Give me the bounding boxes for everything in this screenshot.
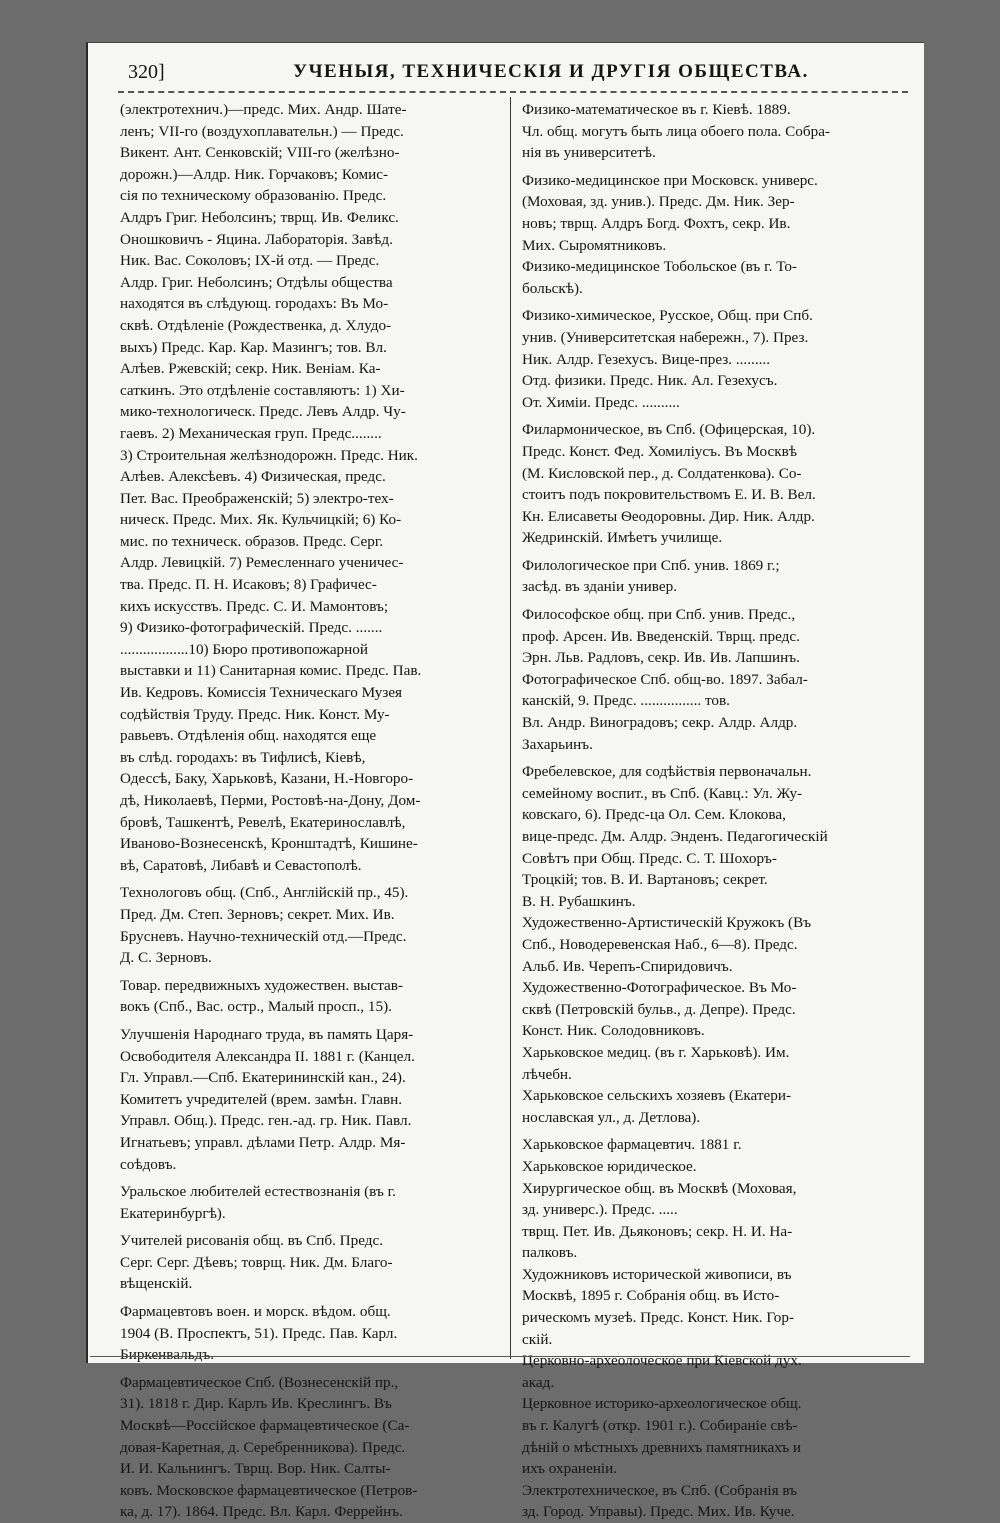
text-line: Алѣев. Ржевскій; секр. Ник. Веніам. Ка- [120,360,381,378]
text-line: бровѣ, Ташкентѣ, Ревелѣ, Екатеринославлѣ, [120,813,406,831]
page-header [128,61,908,91]
text-line: Конст. Ник. Солодовниковъ. [522,1022,705,1040]
text-line: Харьковское сельскихъ хозяевъ (Екатери- [522,1087,792,1105]
text-line: тва. Предс. П. Н. Исаковъ; 8) Графичес- [120,576,377,594]
text-line: Художественно-Фотографическое. Въ Мо- [522,979,797,997]
text-line: Улучшенія Народнаго труда, въ память Царя- [120,1025,414,1043]
text-line: 31). 1818 г. Дир. Карлъ Ив. Креслингъ. Въ [120,1395,392,1413]
text-line: Физико-математическое въ г. Кіевѣ. 1889. [522,101,791,118]
text-line: Филологическое при Спб. унив. 1869 г.; [522,556,780,574]
text-line: гаевъ. 2) Механическая груп. Предс........ [120,424,382,442]
text-line: акад. [522,1373,555,1391]
text-line: проф. Арсен. Ив. Введенскій. Тврщ. предс. [522,627,800,645]
text-line: Викент. Ант. Сенковскій; VIII-го (желѣзно- [120,144,400,162]
text-line: Вл. Андр. Виноградовъ; секр. Алдр. Алдр. [522,714,798,732]
text-line: Эрн. Льв. Радловъ, секр. Ив. Ив. Лапшинъ. [522,649,800,667]
text-line: Алдр. Григ. Неболсинъ; Отдѣлы общества [120,273,393,291]
text-line: въ слѣд. городахъ: въ Тифлисѣ, Кіевѣ, [120,748,366,766]
text-line: Харьковское фармацевтич. 1881 г. [522,1136,742,1154]
text-line: Художественно-Артистическій Кружокъ (Въ [522,914,812,932]
text-line: Ник. Алдр. Гезехусъ. Вице-през. ......... [522,350,771,368]
text-line: кихъ искусствъ. Предс. С. И. Мамонтовъ; [120,597,389,615]
text-line: ковъ. Московское фармацевтическое (Петров- [120,1481,418,1499]
text-line: Гл. Управл.—Спб. Екатерининскій кан., 24). [120,1069,406,1087]
text-line: Фотографическое Спб. общ-во. 1897. Забал- [522,670,808,688]
text-line: сія по техническому образованію. Предс. [120,187,387,205]
text-line: новъ; тврщ. Алдръ Богд. Фохтъ, секр. Ив. [522,214,791,232]
text-line: Спб., Новодеревенская Наб., 6—8). Предс. [522,935,798,953]
text-line: Москвѣ—Россійское фармацевтическое (Са- [120,1417,410,1435]
text-line: Физико-химическое, Русское, Общ. при Спб. [522,307,813,325]
text-line: вокъ (Спб., Вас. остр., Малый просп., 15). [120,998,392,1016]
text-line: скій. [522,1330,553,1348]
text-line: Захарьинъ. [522,735,593,753]
text-line: Иваново-Вознесенскѣ, Кронштадтѣ, Кишине- [120,835,418,853]
text-line: мико-технологическ. Предс. Левъ Алдр. Чу- [120,403,406,421]
text-line: Одессѣ, Баку, Харьковѣ, Казани, Н.-Новгоро- [120,770,414,788]
text-line: ленъ; VII-го (воздухоплавательн.) — Предс. [120,122,404,140]
text-line: Филармоническое, въ Спб. (Офицерская, 10). [522,421,816,439]
column-divider [510,97,511,1359]
text-line: Фармацевтовъ воен. и морск. вѣдом. общ. [120,1303,391,1321]
text-line: Совѣтъ при Общ. Предс. С. Т. Шохоръ- [522,849,777,867]
text-line: Предс. Конст. Фед. Хомиліусъ. Въ Москвѣ [522,442,797,460]
text-line: тврщ. Пет. Ив. Дьяконовъ; секр. Н. И. На- [522,1222,793,1240]
text-line: Мих. Сыромятниковъ. [522,236,667,254]
text-line: Церковно-археолоческое при Кіевской дух. [522,1352,802,1370]
text-line: Троцкій; тов. В. И. Вартановъ; секрет. [522,871,768,889]
text-line: засѣд. въ зданіи универ. [522,578,678,596]
page-title: УЧЕНЫЯ, ТЕХНИЧЕСКІЯ И ДРУГІЯ ОБЩЕСТВА. [293,61,809,82]
text-line: ка, д. 17). 1864. Предс. Вл. Карл. Феррейнъ. [120,1503,403,1521]
text-line: зд. Город. Управы). Предс. Мих. Ив. Куче. [522,1503,795,1521]
text-line: Отд. физики. Предс. Ник. Ал. Гезехусъ. [522,372,778,390]
text-line: дорожн.)—Алдр. Ник. Горчаковъ; Комис- [120,165,389,183]
text-line: Москвѣ, 1895 г. Собранія общ. въ Исто- [522,1287,780,1305]
text-line: Уральское любителей естествознанія (въ г. [120,1183,396,1201]
text-line: (электротехнич.)—предс. Мих. Андр. Шате- [120,101,407,118]
text-line: Технологовъ общ. (Спб., Англійскій пр., 45). [120,884,409,902]
text-line: Фармацевтическое Спб. (Вознесенскій пр., [120,1373,399,1391]
text-line: нія въ университетѣ. [522,144,656,162]
text-line: нославская ул., д. Детлова). [522,1108,701,1126]
text-line: ихъ охраненіи. [522,1460,618,1478]
text-line: ..................10) Бюро противопожарной [120,640,368,658]
text-line: Физико-медицинское при Московск. универс. [522,171,818,189]
text-line: палковъ. [522,1244,578,1262]
text-line: довая-Каретная, д. Серебренникова). Предс. [120,1438,406,1456]
text-line: В. Н. Рубашкинъ. [522,892,636,910]
text-line: ковскаго, 6). Предс-ца Ол. Сем. Клокова, [522,806,786,824]
text-line: сквѣ. Отдѣленіе (Рождественка, д. Хлудо- [120,316,392,334]
text-line: вѣ, Саратовѣ, Либавѣ и Севастополѣ. [120,856,362,874]
text-line: Учителей рисованія общ. въ Спб. Предс. [120,1232,384,1250]
text-line: ническ. Предс. Мих. Як. Кульчицкій; 6) Ко- [120,511,402,529]
text-line: содѣйствія Труду. Предс. Ник. Конст. Му- [120,705,390,723]
text-line: Жедринскій. Имѣетъ училище. [522,529,723,547]
text-line: семейному воспит., въ Спб. (Кавц.: Ул. Жу- [522,784,803,802]
text-line: (Моховая, зд. унив.). Предс. Дм. Ник. Зер- [522,193,795,211]
text-line: Харьковское медиц. (въ г. Харьковѣ). Им. [522,1043,790,1061]
text-line: вѣщенскій. [120,1275,193,1293]
text-line: Физико-медицинское Тобольское (въ г. То- [522,258,797,276]
text-line: унив. (Университетская набережн., 7). През. [522,328,809,346]
text-line: канскій, 9. Предс. ................ тов. [522,692,730,710]
right-column [522,99,912,1523]
text-line: выставки и 11) Санитарная комис. Предс. Пав. [120,662,422,680]
text-line: Ив. Кедровъ. Комиссія Техническаго Музея [120,684,403,702]
text-line: Харьковское юридическое. [522,1157,697,1175]
text-line: Освободителя Александра II. 1881 г. (Канцел. [120,1047,415,1065]
text-line: 9) Физико-фотографическій. Предс. ....... [120,619,383,637]
text-line: соѣдовъ. [120,1155,177,1173]
text-line: Товар. передвижныхъ художествен. выстав- [120,976,403,994]
text-line: (М. Кисловской пер., д. Солдатенкова). Со- [522,464,802,482]
text-line: выхъ) Предс. Кар. Кар. Мазингъ; тов. Вл. [120,338,387,356]
text-line: Художниковъ исторической живописи, въ [522,1265,792,1283]
text-line: Философское общ. при Спб. унив. Предс., [522,606,796,624]
text-line: зд. универс.). Предс. ..... [522,1201,678,1219]
header-rule [118,91,908,93]
text-line: Алѣев. Алексѣевъ. 4) Физическая, предс. [120,468,386,486]
text-line: Кн. Елисаветы Ѳеодоровны. Дир. Ник. Алдр. [522,507,815,525]
text-line: 1904 (В. Проспектъ, 51). Предс. Пав. Карл. [120,1324,398,1342]
text-line: Хирургическое общ. въ Москвѣ (Моховая, [522,1179,797,1197]
text-line: Екатеринбургѣ). [120,1204,226,1222]
text-line: Серг. Серг. Дѣевъ; товрщ. Ник. Дм. Благо- [120,1253,393,1271]
text-line: вице-предс. Дм. Алдр. Энденъ. Педагогическій [522,828,828,845]
text-line: Электротехническое, въ Спб. (Собранія въ [522,1481,798,1499]
page-bottom-edge [90,1356,910,1357]
text-line: Пред. Дм. Степ. Зерновъ; секрет. Мих. Ив. [120,905,395,923]
text-line: находятся въ слѣдующ. городахъ: Въ Мо- [120,295,389,313]
text-line: Фребелевское, для содѣйствія первоначальн. [522,763,812,781]
text-line: Ник. Вас. Соколовъ; IX-й отд. — Предс. [120,252,380,270]
text-line: Пет. Вас. Преображенскій; 5) электро-тех- [120,489,394,507]
text-line: Алдръ Григ. Неболсинъ; тврщ. Ив. Феликс. [120,208,399,226]
text-line: рическомъ музеѣ. Предс. Конст. Ник. Гор- [522,1309,795,1327]
text-line: Церковное историко-археологическое общ. [522,1395,802,1413]
text-line: Управл. Общ.). Предс. ген.-ад. гр. Ник. Павл. [120,1112,412,1130]
text-line: мис. по техническ. образов. Предс. Серг. [120,532,384,550]
left-column [120,99,506,1523]
text-line: равьевъ. Отдѣленія общ. находятся еще [120,727,377,745]
text-line: 3) Строительная желѣзнодорожн. Предс. Ник. [120,446,418,464]
text-line: Алдр. Левицкій. 7) Ремесленнаго ученичес- [120,554,404,572]
text-line: дѣ, Николаевѣ, Перми, Ростовѣ-на-Дону, Дом- [120,792,421,809]
text-line: Брусневъ. Научно-техническій отд.—Предс. [120,927,407,945]
page-number: 320] [128,61,165,83]
text-line: От. Химіи. Предс. .......... [522,393,680,411]
text-line: лѣчебн. [522,1065,572,1083]
text-line: больскѣ). [522,279,583,297]
text-line: Д. С. Зерновъ. [120,949,212,967]
text-line: стоитъ подъ покровительствомъ Е. И. В. Вел. [522,486,816,504]
text-line: Чл. общ. могутъ быть лица обоего пола. Собра- [522,122,830,140]
text-line: Комитетъ учредителей (врем. замѣн. Главн. [120,1090,403,1108]
document-page [86,42,924,1521]
text-line: въ г. Калугѣ (откр. 1901 г.). Собираніе свѣ- [522,1417,798,1435]
text-line: Биркенвальдъ. [120,1346,215,1364]
text-line: сквѣ (Петровскій бульв., д. Депре). Предс. [522,1000,796,1018]
text-line: дѣній о мѣстныхъ древнихъ памятникахъ и [522,1438,802,1456]
text-line: Игнатьевъ; управл. дѣлами Петр. Алдр. Мя- [120,1133,406,1151]
text-line: Альб. Ив. Черепъ-Спиридовичъ. [522,957,733,975]
text-line: саткинъ. Это отдѣленіе составляютъ: 1) Хи- [120,381,405,399]
text-line: Оношковичъ - Яцина. Лабораторія. Завѣд. [120,230,393,248]
text-line: И. И. Кальнингъ. Тврщ. Вор. Ник. Салты- [120,1460,391,1478]
